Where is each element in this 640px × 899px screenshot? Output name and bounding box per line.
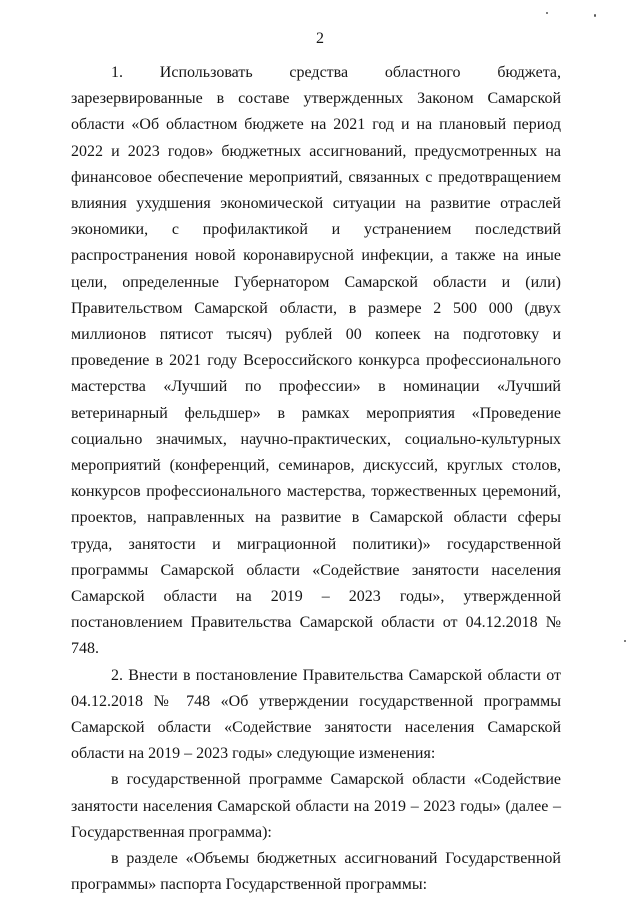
paragraph-1: 1. Использовать средства областного бюджета, зарезервированные в составе утвержденных Законом Самарской области «Об областном бюджете на 2021 год и на плановый период 2022 и 2023 годов» бюджетных ассигнований, предусмотренных на финансовое обеспечение мероприятий, связанных с предотвращением влияния ухудшения экономической ситуации на развитие отраслей экономики, с профилактикой и устранением последствий распространения новой коронавирусной инфекции, а также на иные цели, определенные Губернатором Самарской области и (или) Правительством Самарской области, в размере 2 500 000 (двух миллионов пятисот тысяч) рублей 00 копеек на подготовку и проведение в 2021 году Всероссийского конкурса профессионального мастерства «Лучший по профессии» в номинации «Лучший ветеринарный фельдшер» в рамках мероприятия «Проведение социально значимых, научно-практических, социально-культурных мероприятий (конференций, семинаров, дискуссий, круглых столов, конкурсов профессионального мастерства, торжественных церемоний, проектов, направленных на развитие в Самарской области сферы труда, занятости и миграционной политики)» государственной программы Самарской области «Содействие занятости населения Самарской области на 2019 – 2023 годы», утвержденной постановлением Правительства Самарской области от 04.12.2018 № 748.	[71, 64, 561, 658]
paragraph-2: 2. Внести в постановление Правительства Самарской области от 04.12.2018 № 748 «Об утверждении государственной программы Самарской области «Содействие занятости населения Самарской области на 2019 – 2023 годы» следующие изменения:	[71, 666, 561, 763]
scan-mark	[546, 12, 548, 14]
paragraph-4: в разделе «Объемы бюджетных ассигнований Государственной программы» паспорта Государственной программы:	[71, 850, 561, 894]
document-body	[71, 60, 561, 899]
scan-mark	[594, 14, 596, 17]
paragraph-3: в государственной программе Самарской области «Содействие занятости населения Самарской области на 2019 – 2023 годы» (далее – Государственная программа):	[71, 771, 561, 841]
page-number: 2	[316, 30, 324, 47]
scan-mark	[624, 640, 626, 642]
